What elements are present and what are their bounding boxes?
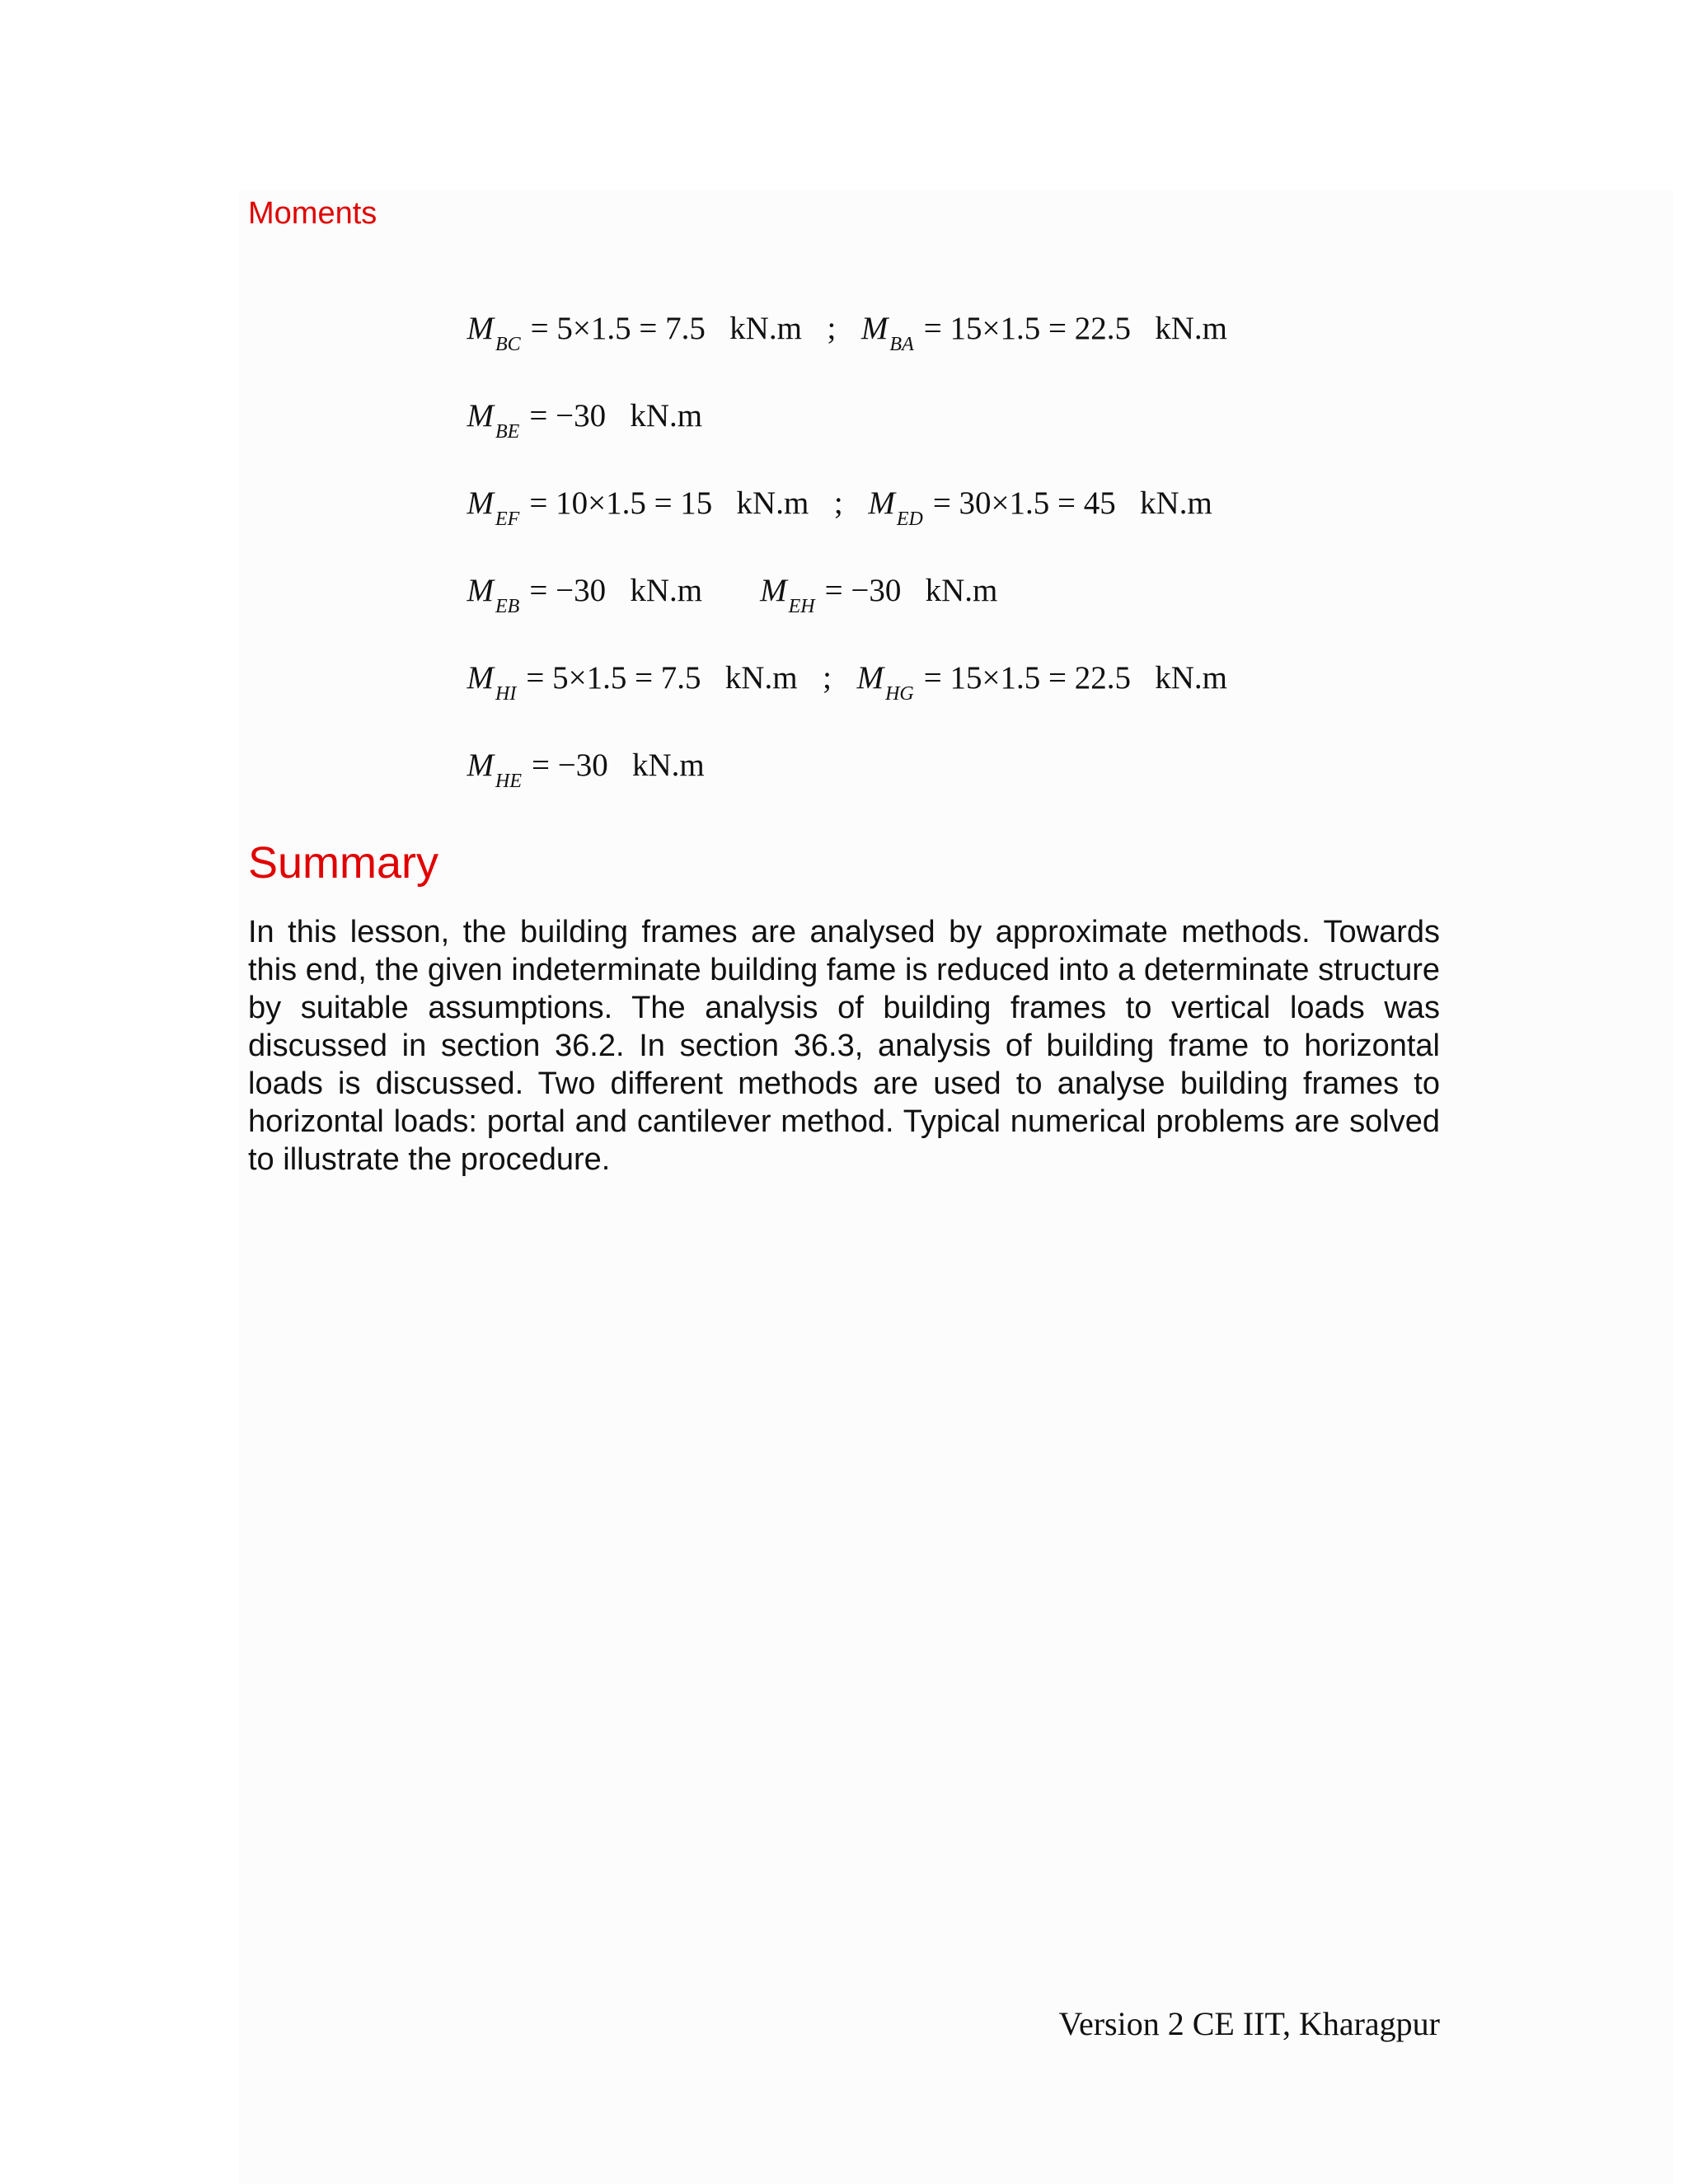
moments-heading: Moments [248, 196, 377, 231]
moment-symbol: M [868, 485, 895, 521]
equation-separator: ; [823, 660, 832, 696]
moment-symbol: M [467, 398, 494, 434]
moment-symbol: M [760, 573, 787, 608]
moment-subscript: ED [896, 509, 923, 530]
moment-subscript: BA [889, 334, 914, 355]
moment-symbol: M [467, 485, 494, 521]
moment-value: = −30 kN.m [529, 573, 703, 608]
moment-value: = 5×1.5 = 7.5 kN.m [526, 660, 798, 696]
moment-value: = 30×1.5 = 45 kN.m [932, 485, 1212, 521]
moment-value: = −30 kN.m [824, 573, 998, 608]
moment-subscript: EH [788, 596, 815, 617]
moment-value: = 10×1.5 = 15 kN.m [529, 485, 809, 521]
moment-symbol: M [467, 573, 494, 608]
moment-subscript: EF [495, 509, 520, 530]
page-footer: Version 2 CE IIT, Kharagpur [1058, 2005, 1440, 2042]
moment-symbol: M [467, 660, 494, 696]
moment-subscript: HI [495, 683, 517, 705]
equation-line [451, 542, 998, 617]
moment-symbol: M [467, 311, 494, 346]
summary-heading: Summary [248, 838, 439, 888]
moment-subscript: EB [495, 596, 520, 617]
moment-value: = −30 kN.m [532, 748, 705, 783]
moment-value: = 15×1.5 = 22.5 kN.m [923, 311, 1227, 346]
equation-separator: ; [827, 311, 837, 346]
moment-value: = 15×1.5 = 22.5 kN.m [923, 660, 1227, 696]
moment-subscript: HG [885, 683, 914, 705]
summary-paragraph: In this lesson, the building frames are analysed by approximate methods. Towards this end, the given indeterminate building fame is reduced into a determinate structure by suitable assumptions. The analysis of building frames to vertical loads was discussed in section 36.2. In section 36.3, analysis of building frame to horizontal loads is discussed. Two different methods are used to analyse building frames to horizontal loads: portal and cantilever method. Typical numerical problems are solved to illustrate the procedure. [248, 915, 1440, 1177]
moment-subscript: BE [495, 421, 520, 443]
equation-line [451, 368, 703, 443]
moment-subscript: HE [495, 771, 522, 792]
equation-line [451, 280, 1227, 355]
moment-symbol: M [856, 660, 884, 696]
moment-symbol: M [860, 311, 889, 346]
equation-separator: ; [833, 485, 843, 521]
equation-line [451, 630, 1227, 705]
moment-subscript: BC [495, 334, 521, 355]
moment-symbol: M [467, 748, 494, 783]
equation-line [451, 455, 1212, 530]
equation-line [451, 717, 705, 792]
moment-value: = −30 kN.m [529, 398, 703, 434]
moment-value: = 5×1.5 = 7.5 kN.m [530, 311, 802, 346]
